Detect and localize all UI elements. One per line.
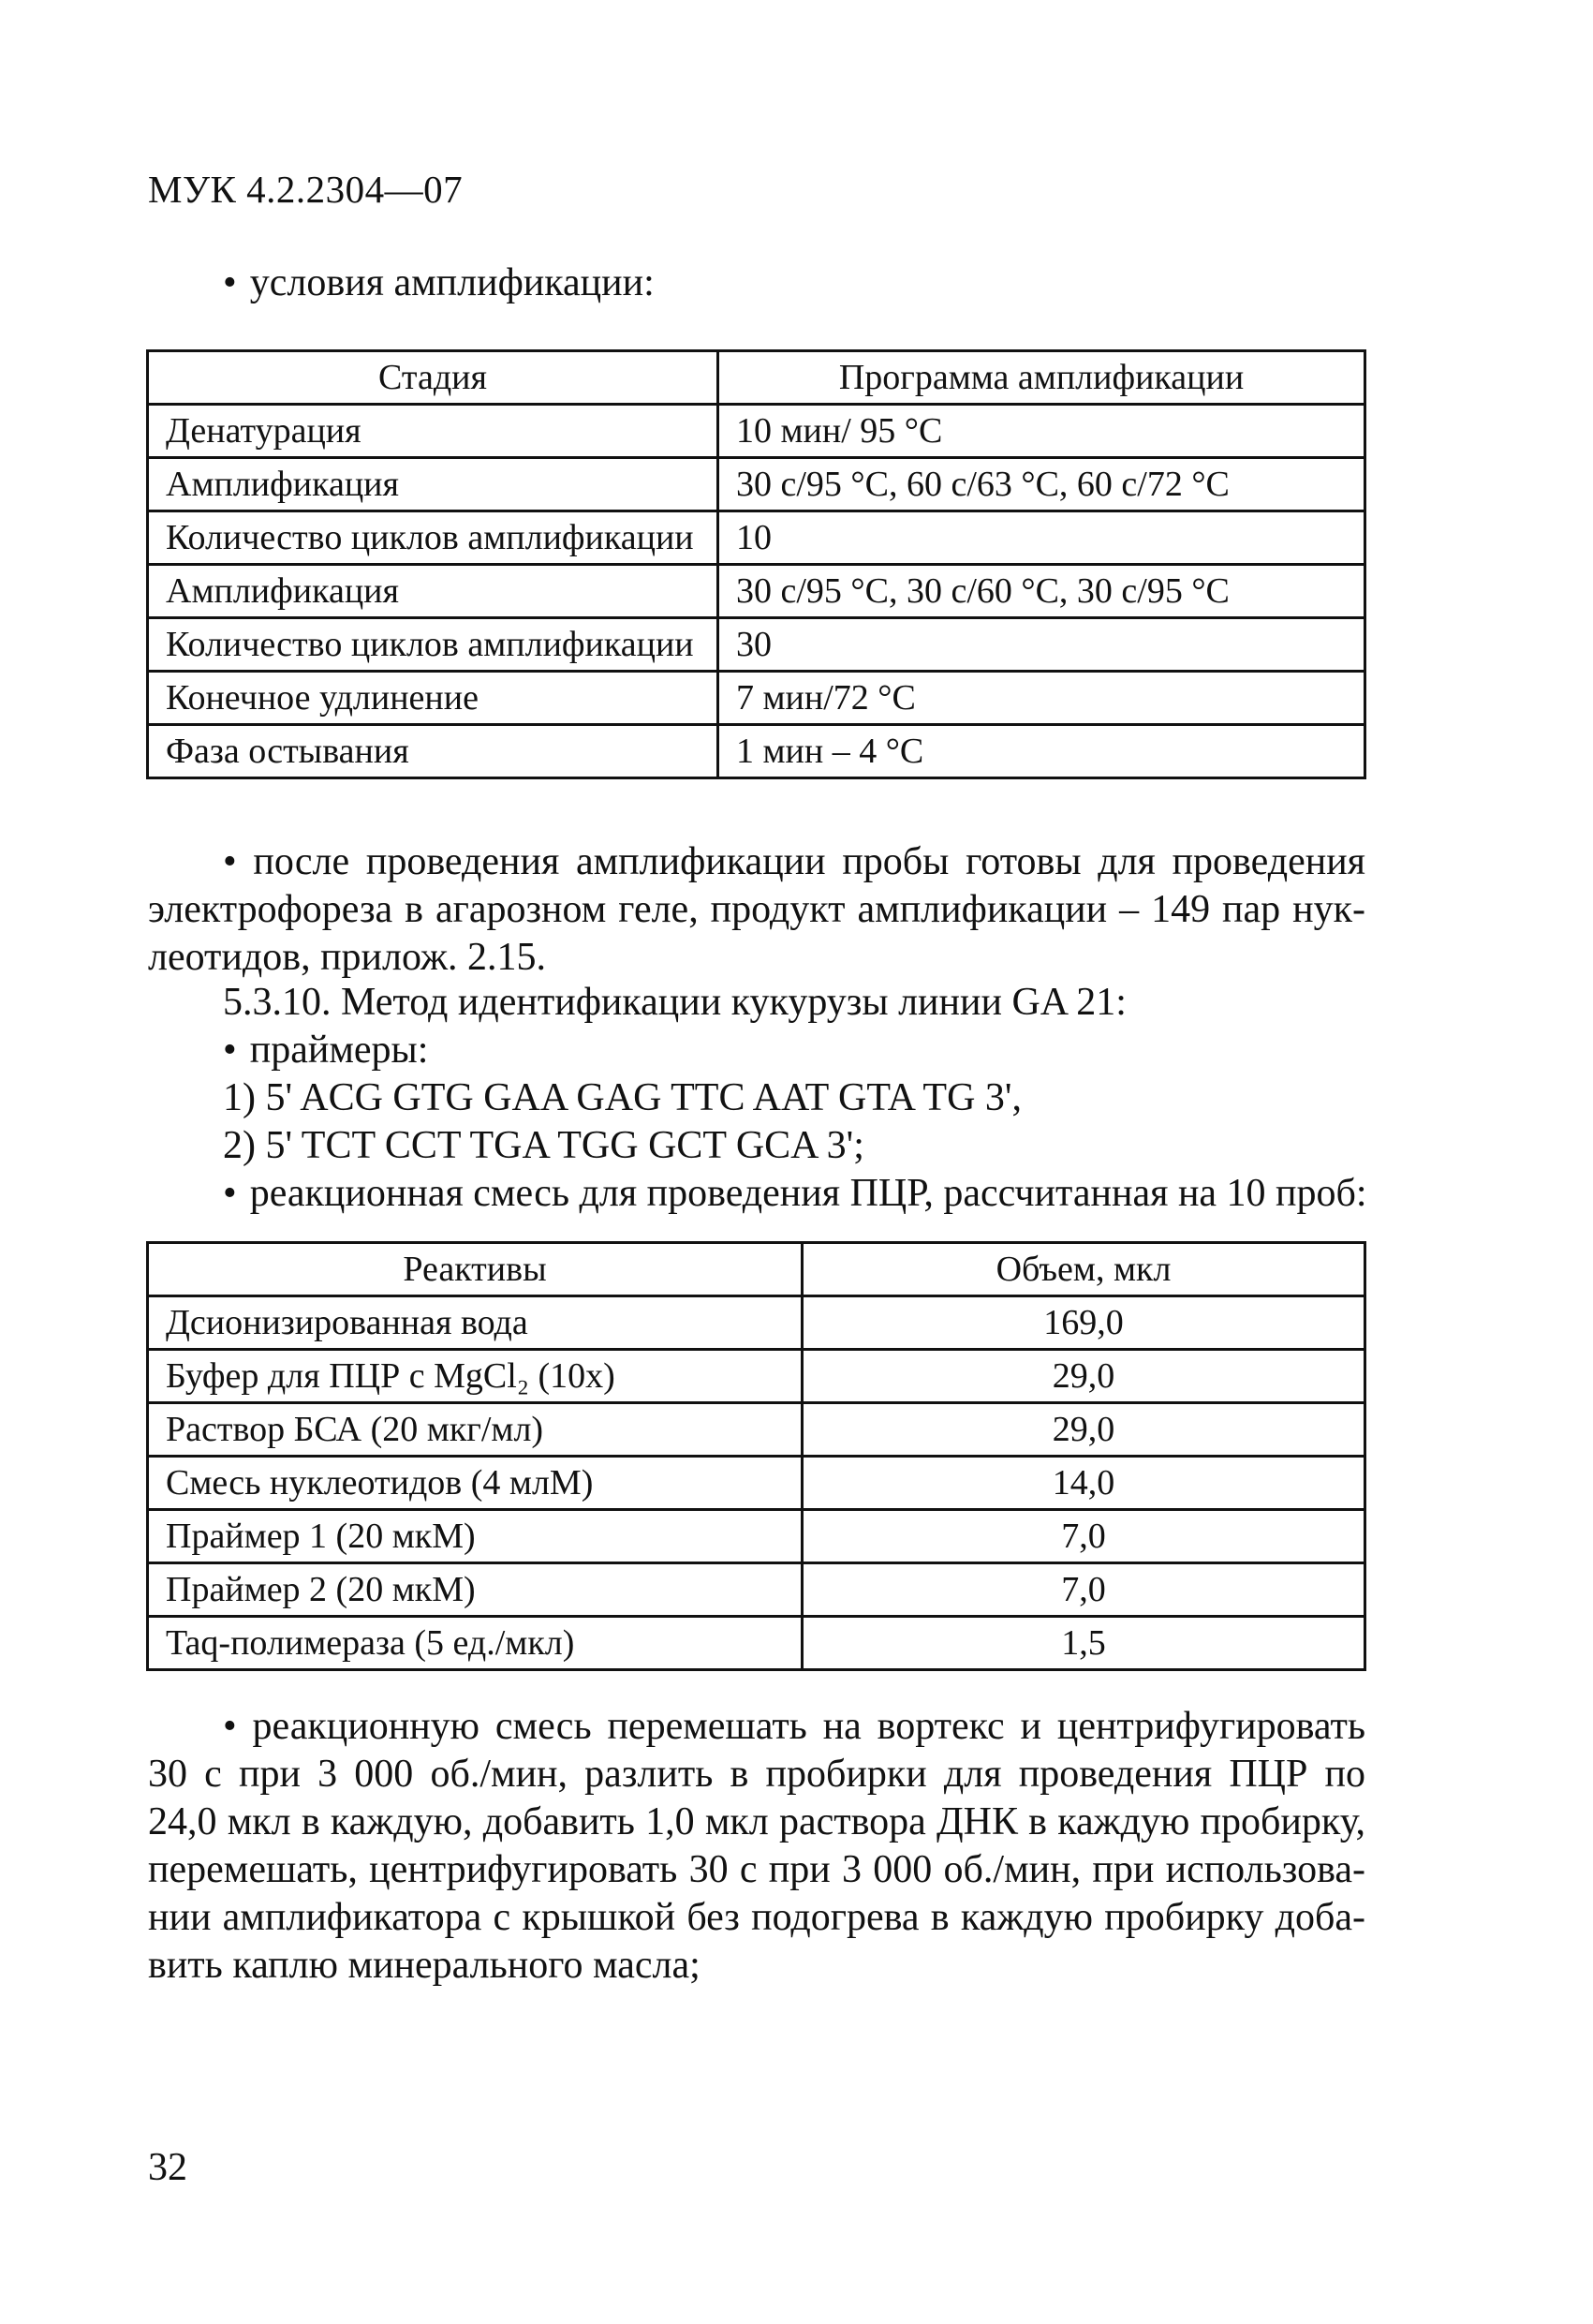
table-cell: Раствор БСА (20 мкг/мл): [148, 1403, 803, 1457]
table-cell: Амплификация: [148, 458, 718, 511]
table-row: [148, 618, 1365, 672]
table-cell: Буфер для ПЦР с MgCl₂ (10х): [148, 1350, 803, 1403]
table-row: [148, 1617, 1365, 1670]
table-cell: 29,0: [803, 1350, 1365, 1403]
table-header-row: [148, 1243, 1365, 1296]
table-header-row: [148, 351, 1365, 405]
paragraph-line: нии амплификатора с крышкой без подогрева в каждую пробирку доба-: [148, 1896, 1365, 1939]
paragraph-line: 24,0 мкл в каждую, добавить 1,0 мкл раствора ДНК в каждую пробирку,: [148, 1800, 1365, 1843]
page-number: 32: [148, 2146, 187, 2189]
table-cell: 1 мин – 4 °С: [718, 725, 1365, 778]
table-cell: Taq-полимераза (5 ед./мкл): [148, 1617, 803, 1670]
table-row: [148, 511, 1365, 565]
table-cell: Количество циклов амплификации: [148, 511, 718, 565]
table-cell: Праймер 1 (20 мкМ): [148, 1510, 803, 1563]
table-cell: 169,0: [803, 1296, 1365, 1350]
table-row: [148, 458, 1365, 511]
table-cell: Праймер 2 (20 мкМ): [148, 1563, 803, 1617]
table-cell: Амплификация: [148, 565, 718, 618]
conditions-bullet: • условия амплификации:: [223, 260, 655, 305]
table-row: [148, 405, 1365, 458]
paragraph-reaction-instructions: [148, 1703, 1365, 1990]
amplification-table: [146, 349, 1366, 779]
table-cell: 1,5: [803, 1617, 1365, 1670]
document-header: МУК 4.2.2304—07: [148, 168, 464, 211]
table-cell: Конечное удлинение: [148, 672, 718, 725]
table-cell: Смесь нуклеотидов (4 млМ): [148, 1457, 803, 1510]
paragraph-line: • реакционную смесь перемешать на вортекс и центрифугировать: [223, 1705, 1365, 1748]
reaction-mix-bullet: • реакционная смесь для проведения ПЦР, рассчитанная на 10 проб:: [223, 1171, 1367, 1216]
paragraph-line: 30 с при 3 000 об./мин, разлить в пробирки для проведения ПЦР по: [148, 1753, 1365, 1796]
table-cell: Фаза остывания: [148, 725, 718, 778]
table-cell: 10: [718, 511, 1365, 565]
table-row: [148, 1563, 1365, 1617]
table-row: [148, 1296, 1365, 1350]
table-cell: Денатурация: [148, 405, 718, 458]
primer-2: 2) 5' TCT CCT TGA TGG GCT GCA 3';: [223, 1124, 864, 1167]
table-cell: 14,0: [803, 1457, 1365, 1510]
table-row: [148, 672, 1365, 725]
paragraph-line: вить каплю минерального масла;: [148, 1944, 701, 1987]
table-row: [148, 1510, 1365, 1563]
table-cell: Количество циклов амплификации: [148, 618, 718, 672]
table-row: [148, 565, 1365, 618]
table-row: [148, 1350, 1365, 1403]
table-header-cell: Программа амплификации: [718, 351, 1365, 405]
primers-bullet: • праймеры:: [223, 1028, 428, 1073]
table-header-cell: Объем, мкл: [803, 1243, 1365, 1296]
table-header-cell: Реактивы: [148, 1243, 803, 1296]
paragraph-line: перемешать, центрифугировать 30 с при 3 000 об./мин, при использова-: [148, 1848, 1365, 1891]
table-cell: 30: [718, 618, 1365, 672]
primer-1: 1) 5' ACG GTG GAA GAG TTC AAT GTA TG 3',: [223, 1076, 1022, 1119]
table-cell: 30 с/95 °С, 30 с/60 °С, 30 с/95 °С: [718, 565, 1365, 618]
table-cell: 7,0: [803, 1510, 1365, 1563]
table-cell: 10 мин/ 95 °С: [718, 405, 1365, 458]
table-row: [148, 1457, 1365, 1510]
table-cell: Дсионизированная вода: [148, 1296, 803, 1350]
table-cell: 7,0: [803, 1563, 1365, 1617]
reagents-table: [146, 1241, 1366, 1671]
table-row: [148, 1403, 1365, 1457]
paragraph-after-amplification: [148, 838, 1365, 982]
table-cell: 29,0: [803, 1403, 1365, 1457]
table-cell: 30 с/95 °С, 60 с/63 °С, 60 с/72 °С: [718, 458, 1365, 511]
section-title: 5.3.10. Метод идентификации кукурузы линии GA 21:: [223, 981, 1127, 1024]
paragraph-line: электрофореза в агарозном геле, продукт амплификации – 149 пар нук-: [148, 888, 1365, 931]
table-header-cell: Стадия: [148, 351, 718, 405]
table-cell: 7 мин/72 °С: [718, 672, 1365, 725]
paragraph-line: • после проведения амплификации пробы готовы для проведения: [223, 840, 1365, 883]
paragraph-line: леотидов, прилож. 2.15.: [148, 936, 546, 979]
table-row: [148, 725, 1365, 778]
